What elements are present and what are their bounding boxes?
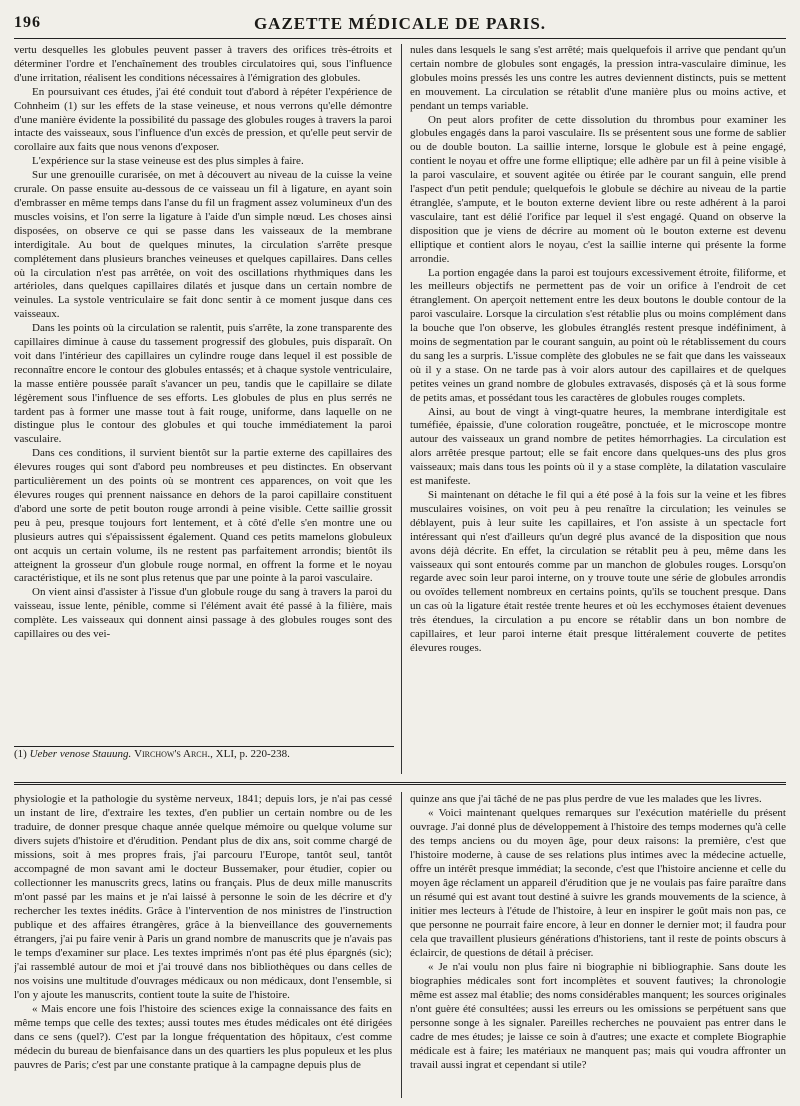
- paragraph: « Voici maintenant quelques remarques sur l'exécution matérielle du présent ouvrage. J'ai donné plus de développement à l'histoire des temps modernes qu'à celle des temps anciens ou du moyen âge, pour deux raisons: la première, c'est que l'histoire moderne, à cause de ses relations plus intimes avec la médecine actuelle, offre un intérêt presque immédiat; la seconde, c'est que l'histoire ancienne et celle du moyen âge réclament un appareil d'érudition que je ne voulais pas faire paraître dans un résumé qui est avant tout destiné à suivre les grands mouvements de la science, à initier mes lecteurs à l'étude de l'histoire, à leur en inspirer le goût mais non pas, ce que personne ne pourrait faire encore, à leur en donner le dernier mot; il faudra pour cela que travaillent plusieurs générations d'historiens, tant il reste de points obscurs à éclaircir, de questions de détail à préciser.: [410, 807, 786, 959]
- paragraph: nules dans lesquels le sang s'est arrêté; mais quelquefois il arrive que pendant qu'un certain nombre de globules sont engagés, la pression intra-vasculaire diminue, les globules moins pressés les uns contre les autres deviennent distincts, puis se mettent en mouvement. La circulation se rétablit d'une manière plus ou moins active, et pendant un temps variable.: [410, 44, 786, 112]
- lower-right-column: [410, 792, 786, 1098]
- paragraph: Si maintenant on détache le fil qui a été posé à la fois sur la veine et les fibres musculaires voisines, on voit peu à peu renaître la circulation; les veinules se déblayent, puis à leur suite les capillaires, et l'on assiste à un spectacle fort intéressant qui n'est d'ailleurs qu'un degré plus avancé de la disposition que nous avons déjà décrite. En effet, la circulation se rétablit peu à peu, même dans les vaisseaux qui sont entourés comme par un manchon de globules rouges. Lorsqu'on regarde avec soin leur paroi interne, on y trouve toute une série de globules arrondis ou ovoïdes tellement nombreux en certains points, qu'ils se touchent presque. Dans un cas où la ligature était restée trente heures et où les ecchymoses étaient devenues très étendues, la circulation a pu encore se rétablir dans un bon nombre de capillaires, et leur paroi interne était presque littéralement couverte de petites élevures rouges.: [410, 489, 786, 654]
- footnote-rule: [14, 746, 394, 747]
- footnote-source: Virchow's Arch.: [134, 748, 211, 760]
- page-header: [14, 14, 786, 36]
- footnote-pages: , XLI, p. 220-238.: [210, 748, 290, 760]
- paragraph: Dans les points où la circulation se ralentit, puis s'arrête, la zone transparente des capillaires diminue à cause du tassement progressif des globules, puis disparaît. On voit dans l'intérieur des capillaires un cylindre rouge dans lequel il est possible de reconnaître encore le contour des globules entassés; et à chaque systole ventriculaire, la masse entière poussée paraît s'avancer un peu, tandis que le capillaire se dilate légèrement sous l'influence de ses efforts. Les globules de plus en plus serrés ne tardent pas à former une masse tout à fait rouge, uniforme, dans laquelle on ne distingue plus le contour des globules et qui touche immédiatement la paroi vasculaire.: [14, 322, 392, 446]
- paragraph: Sur une grenouille curarisée, on met à découvert au niveau de la cuisse la veine crurale. On passe ensuite au-dessous de ce vaisseau un fil à ligature, en ayant soin d'embrasser en même temps dans l'anse du fil un fragment assez volumineux d'un des muscles voisins, et l'on serre la ligature à l'aide d'un simple nœud. Les choses ainsi disposées, on observe ce qui se passe dans les vaisseaux de la membrane interdigitale. Au bout de quelques minutes, la circulation s'arrête presque complétement dans plusieurs branches veineuses et quelques capillaires. Dans celles où la circulation n'est pas arrêtée, on voit des oscillations rhythmiques dans les artérioles, dans quelques capillaires dilatés et jusque dans un certain nombre de veinules. La systole ventriculaire se fait donc sentir à ce moment jusque dans ces vaisseaux.: [14, 169, 392, 321]
- footnote: [14, 748, 394, 760]
- header-rule: [14, 38, 786, 39]
- column-divider: [401, 44, 402, 774]
- upper-right-column: [410, 44, 786, 774]
- footnote-title: Ueber venose Stauung.: [29, 748, 132, 760]
- upper-left-column: [14, 44, 392, 744]
- paragraph: On peut alors profiter de cette dissolution du thrombus pour examiner les globules engagés dans la paroi vasculaire. Ils se présentent sous une forme de sablier ou de double bouton. La saillie interne, lorsque le globule est à peine engagé, contient le noyau et offre une forme elliptique; elle adhère par un fil à peine visible à la paroi vasculaire, et souvent agitée ou étirée par le courant sanguin, elle prend l'aspect d'un petit pendule; quelquefois le globule se déchire au niveau de la partie étranglée, s'ampute, et le bouton externe devient libre ou reste adhérent à la paroi vasculaire, tant est délié l'orifice par lequel il s'est engagé. Quand on observe la disposition que je viens de décrire au moment où le bouton externe est devenu elliptique et contient alors le noyau, c'est la saillie interne qui présente la forme arrondie.: [410, 113, 786, 265]
- paragraph: physiologie et la pathologie du système nerveux, 1841; depuis lors, je n'ai pas cessé un instant de lire, d'extraire les textes, d'en publier un certain nombre ou de les traduire, de donner presque chaque année quelque mémoire ou quelque volume sur divers sujets d'histoire et d'érudition. Pendant plus de dix ans, soit comme chargé de missions, soit à mes propres frais, j'ai parcouru l'Europe, tantôt seul, tantôt accompagné de mon savant ami le docteur Bussemaker, pour étudier, copier ou collectionner les manuscrits grecs, latins ou français. Plus de deux mille manuscrits m'ont passé par les mains et je n'ai laissé à personne le soin de les décrire et d'y rechercher les textes inédits. Grâce à l'intervention de nos ministres de l'instruction publique et des affaires étrangères, grâce à la bienveillance des gouvernements étrangers, j'ai pu faire venir à Paris un grand nombre de manuscrits que je n'avais pas le temps d'examiner sur place. Les textes imprimés n'ont pas été plus épargnés (sic); j'ai rassemblé autour de moi et j'ai trouvé dans nos bibliothèques ou dans celles de nos voisins une multitude d'ouvrages médicaux ou non médicaux, dont l'ensemble, si l'on y ajoute les manuscrits, contient toute la suite de l'histoire.: [14, 793, 392, 1001]
- journal-title: GAZETTE MÉDICALE DE PARIS.: [253, 14, 547, 33]
- column-divider: [401, 792, 402, 1098]
- paragraph: Dans ces conditions, il survient bientôt sur la partie externe des capillaires des élevures rouges qui sont d'abord peu nombreuses et peu distinctes. En observant particulièrement un des points où se montrent ces apparences, on voit que les élevures rouges qui prennent naissance en dehors de la paroi capillaire constituent d'abord une sorte de petit bouton rouge arrondi à peine visible. Cette saillie grossit peu à peu, presque toujours fort lentement, et à côté d'elle s'en montre une ou plusieurs autres qui s'épaississent également. Quand ces petits mamelons globuleux ont acquis un certain volume, ils ne restent pas parfaitement arrondis; bientôt ils atteignent la grosseur d'un globule rouge normal, en offrent la forme et le noyau caractéristique, et ils ne sont plus retenus que par une pointe à la paroi vasculaire.: [14, 447, 392, 585]
- paragraph: « Mais encore une fois l'histoire des sciences exige la connaissance des faits en même temps que celle des textes; aussi toutes mes études médicales ont été dirigées dans ce sens (quel?). C'est par la longue fréquentation des hôpitaux, c'est comme médecin du bureau de bienfaisance dans un des quartiers les plus populeux et les plus pauvres de Paris; c'est par une constante pratique à la campagne depuis plus de: [14, 1003, 392, 1071]
- page-number: 196: [14, 14, 41, 31]
- footnote-marker: (1): [14, 748, 27, 760]
- paragraph: quinze ans que j'ai tâché de ne pas plus perdre de vue les malades que les livres.: [410, 793, 762, 805]
- paragraph: « Je n'ai voulu non plus faire ni biographie ni bibliographie. Sans doute les biographies médicales sont fort incomplètes et souvent fautives; la chronologie même est assez mal établie; des noms considérables manquent; les sources originales n'ont guère été consultées; aussi les erreurs ou les omissions se perpétuent sans que personne songe à les signaler. Pareilles recherches ne pouvaient pas entrer dans le cadre de mes études; je laisse ce soin à d'autres; une exacte et complete Biographie médicale est à faire; les matériaux ne manquent pas; mais qui voudra affronter un travail aussi ingrat et cependant si utile?: [410, 961, 786, 1071]
- paragraph: L'expérience sur la stase veineuse est des plus simples à faire.: [32, 155, 304, 168]
- paragraph: En poursuivant ces études, j'ai été conduit tout d'abord à répéter l'expérience de Cohnheim (1) sur les effets de la stase veineuse, et nous verrons qu'elle démontre d'une manière évidente la possibilité du passage des globules rouges à travers la paroi intacte des vaisseaux, sous l'influence d'un excès de pression, et qu'elle peut servir de corollaire aux faits que nous venons d'exposer.: [14, 85, 392, 154]
- section-separator: [14, 782, 786, 785]
- paragraph: Ainsi, au bout de vingt à vingt-quatre heures, la membrane interdigitale est tuméfiée, épaissie, d'une coloration rougeâtre, ponctuée, et le microscope montre autour des vaisseaux un grand nombre de petites hémorrhagies. La circulation est alors arrêtée presque partout; elle se fait encore dans quelques-uns des plus gros vaisseaux; mais dans tous les points où il y a stase complète, la dilatation vasculaire est manifeste.: [410, 405, 786, 488]
- paragraph: La portion engagée dans la paroi est toujours excessivement étroite, filiforme, et les meilleurs objectifs ne permettent pas de voir un orifice à l'endroit de cet étranglement. On aperçoit nettement entre les deux boutons le double contour de la paroi vasculaire. Lorsque la circulation s'est rétablie plus ou moins complément dans la bouche que l'on observe, les globules étranglés restent presque indéfiniment, à moins de segmentation par le courant sanguin, au point où le rétablissement du cours du sang les a surpris. L'issue complète des globules ne se fait que dans les vaisseaux où il y a stase. On ne tarde pas à voir alors autour des capillaires et de quelques petites veines un grand nombre de globules extravasés, disposés çà et là sous forme de petits amas, et possédant tous les caractères de globules rouges complets.: [410, 266, 786, 404]
- paragraph: On vient ainsi d'assister à l'issue d'un globule rouge du sang à travers la paroi du vaisseau, issue lente, pénible, comme si l'élément avait été passé à la filière, mais complète. Les vaisseaux qui donnent ainsi passage à des globules rouges sont des capillaires ou des vei-: [14, 586, 392, 641]
- paragraph: vertu desquelles les globules peuvent passer à travers des orifices très-étroits et déterminer l'ordre et l'enchaînement des troubles circulatoires qui, sous l'influence d'une irritation, réalisent les conditions nécessaires à l'émigration des globules.: [14, 44, 392, 84]
- lower-left-column: [14, 792, 392, 1098]
